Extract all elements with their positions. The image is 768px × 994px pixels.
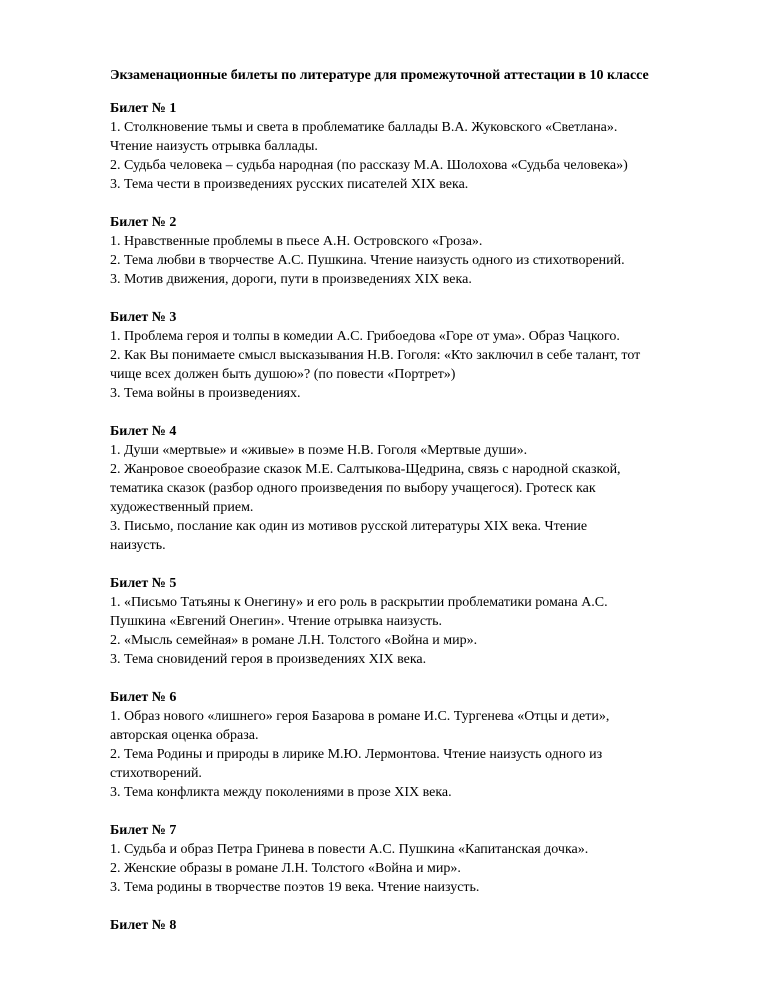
ticket-question-line: 3. Письмо, послание как один из мотивов русской литературы XIX века. Чтение <box>110 519 588 534</box>
ticket-block <box>110 99 710 194</box>
ticket-question-line: 2. Женские образы в романе Л.Н. Толстого «Война и мир». <box>110 861 461 876</box>
ticket-question-line: авторская оценка образа. <box>110 728 259 743</box>
document-page <box>110 66 710 954</box>
ticket-heading: Билет № 1 <box>110 101 177 116</box>
ticket-block <box>110 422 710 555</box>
document-title: Экзаменационные билеты по литературе для промежуточной аттестации в 10 классе <box>110 68 649 83</box>
ticket-block <box>110 688 710 802</box>
ticket-question-line: 2. Тема любви в творчестве А.С. Пушкина. Чтение наизусть одного из стихотворений. <box>110 253 625 268</box>
ticket-question-line: 1. Образ нового «лишнего» героя Базарова в романе И.С. Тургенева «Отцы и дети», <box>110 709 610 724</box>
ticket-block <box>110 916 710 935</box>
ticket-question-line: 1. Столкновение тьмы и света в проблематике баллады В.А. Жуковского «Светлана». <box>110 120 618 135</box>
tickets-list <box>110 99 710 935</box>
ticket-question-line: 2. «Мысль семейная» в романе Л.Н. Толстого «Война и мир». <box>110 633 478 648</box>
ticket-question-line: наизусть. <box>110 538 166 553</box>
ticket-question-line: 3. Тема чести в произведениях русских писателей XIX века. <box>110 177 469 192</box>
ticket-block <box>110 574 710 669</box>
ticket-block <box>110 213 710 289</box>
ticket-question-line: тематика сказок (разбор одного произведения по выбору учащегося). Гротеск как <box>110 481 596 496</box>
ticket-question-line: 3. Тема сновидений героя в произведениях XIX века. <box>110 652 427 667</box>
ticket-question-line: 1. «Письмо Татьяны к Онегину» и его роль в раскрытии проблематики романа А.С. <box>110 595 608 610</box>
ticket-question-line: 1. Судьба и образ Петра Гринева в повести А.С. Пушкина «Капитанская дочка». <box>110 842 589 857</box>
ticket-question-line: 1. Души «мертвые» и «живые» в поэме Н.В. Гоголя «Мертвые души». <box>110 443 528 458</box>
ticket-question-line: стихотворений. <box>110 766 202 781</box>
ticket-heading: Билет № 6 <box>110 690 177 705</box>
ticket-question-line: 2. Как Вы понимаете смысл высказывания Н.В. Гоголя: «Кто заключил в себе талант, тот <box>110 348 641 363</box>
ticket-question-line: Пушкина «Евгений Онегин». Чтение отрывка наизусть. <box>110 614 443 629</box>
ticket-heading: Билет № 4 <box>110 424 177 439</box>
ticket-question-line: художественный прием. <box>110 500 254 515</box>
ticket-question-line: 2. Жанровое своеобразие сказок М.Е. Салтыкова-Щедрина, связь с народной сказкой, <box>110 462 621 477</box>
ticket-heading: Билет № 8 <box>110 918 177 933</box>
ticket-question-line: Чтение наизусть отрывка баллады. <box>110 139 318 154</box>
ticket-question-line: 3. Тема родины в творчестве поэтов 19 века. Чтение наизусть. <box>110 880 480 895</box>
ticket-heading: Билет № 5 <box>110 576 177 591</box>
ticket-question-line: 3. Тема конфликта между поколениями в прозе XIX века. <box>110 785 452 800</box>
ticket-question-line: 3. Мотив движения, дороги, пути в произведениях XIX века. <box>110 272 472 287</box>
ticket-question-line: 2. Судьба человека – судьба народная (по рассказу М.А. Шолохова «Судьба человека») <box>110 158 628 173</box>
ticket-question-line: чище всех должен быть душою»? (по повести «Портрет») <box>110 367 456 382</box>
ticket-heading: Билет № 2 <box>110 215 177 230</box>
ticket-question-line: 3. Тема войны в произведениях. <box>110 386 301 401</box>
ticket-block <box>110 821 710 897</box>
ticket-question-line: 1. Нравственные проблемы в пьесе А.Н. Островского «Гроза». <box>110 234 483 249</box>
ticket-question-line: 1. Проблема героя и толпы в комедии А.С. Грибоедова «Горе от ума». Образ Чацкого. <box>110 329 620 344</box>
ticket-heading: Билет № 3 <box>110 310 177 325</box>
ticket-heading: Билет № 7 <box>110 823 177 838</box>
ticket-block <box>110 308 710 403</box>
ticket-question-line: 2. Тема Родины и природы в лирике М.Ю. Лермонтова. Чтение наизусть одного из <box>110 747 603 762</box>
